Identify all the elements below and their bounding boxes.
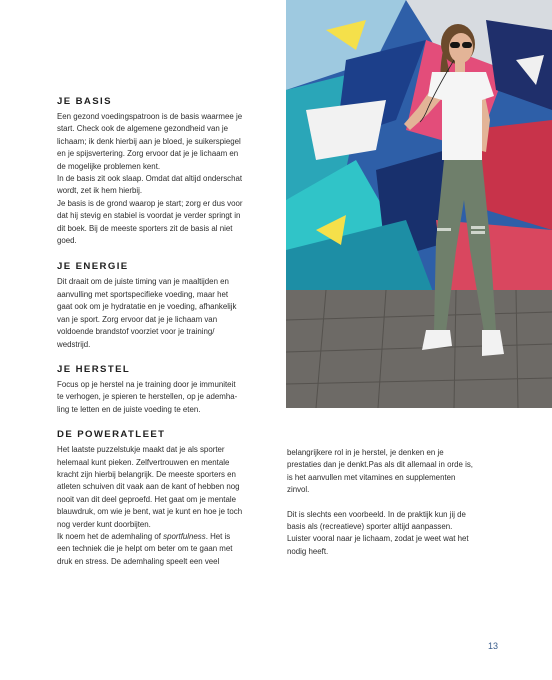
section-poweratleet	[57, 428, 269, 568]
poweratleet-body-italic: sportfulness	[163, 531, 206, 541]
section-herstel	[57, 363, 269, 416]
graffiti-photo-illustration	[286, 0, 552, 408]
left-column	[57, 95, 269, 581]
section-body-basis: Een gezond voedingspatroon is de basis waarmee je start. Check ook de algemene gezondheid van je lichaam; ik denk hierbij aan je bloed, je suikerspiegel en je spijsvertering. Zorg ervoor dat je je lichaam en de mogelijke problemen kent. In de basis zit ook slaap. Omdat dat altijd onderschat wordt, zet ik hem hierbij. Je basis is de grond waarop je start; zorg er dus voor dat hij stevig en stabiel is voordat je verder springt in dit boek. Bij de meeste sporters zit de basis al niet goed.	[57, 112, 243, 246]
section-heading-energie: JE ENERGIE	[57, 261, 129, 273]
section-body-poweratleet	[57, 444, 269, 568]
section-energie	[57, 260, 269, 350]
athlete-photo	[286, 0, 552, 408]
section-body-energie: Dit draait om de juiste timing van je maaltijden en aanvulling met sportspecifieke voeding, maar het gaat ook om je hydratatie en je voeding, afhankelijk van je sport. Zorg ervoor dat je je lichaam van voldoende brandstof voorziet voor je training/ wedstrijd.	[57, 277, 237, 349]
poweratleet-body-part2: . Het is een techniek die je helpt om beter om te gaan met druk en stress. De ademhaling speelt een veel	[57, 531, 233, 566]
section-body-herstel: Focus op je herstel na je training door je immuniteit te verhogen, je spieren te herstellen, op je ademha- ling te letten en de juiste voeding te eten.	[57, 379, 238, 414]
section-heading-poweratleet: DE POWERATLEET	[57, 429, 166, 441]
section-heading-basis: JE BASIS	[57, 96, 112, 107]
poweratleet-body-part1: Het laatste puzzelstukje maakt dat je als sporter helemaal kunt pieken. Zelfvertrouwen en mentale kracht zijn hierbij belangrijk. De meeste sporters en atleten schuiven dit vaak aan de kant of hebben nog nooit van dit deel geproefd. Het gaat om je mentale blauwdruk, om wie je bent, wat je kunt en hoe je toch nog verder kunt doorbijten. Ik noem het de ademhaling of	[57, 445, 243, 541]
section-basis	[57, 95, 269, 247]
paragraph-gap	[287, 497, 507, 509]
right-column	[287, 447, 507, 558]
section-heading-herstel: JE HERSTEL	[57, 363, 131, 375]
page-number: 13	[487, 641, 498, 651]
right-column-paragraph-2: Dit is slechts een voorbeeld. In de praktijk kun jij de basis als (recreatieve) sporter altijd aanpassen. Luister vooral naar je lichaam, zodat je weet wat het nodig heeft.	[287, 509, 469, 556]
right-column-paragraph-1: belangrijkere rol in je herstel, je denken en je prestaties dan je denkt.Pas als dit allemaal in orde is, is het aanvullen met vitamines en supplementen zinvol.	[287, 448, 473, 495]
